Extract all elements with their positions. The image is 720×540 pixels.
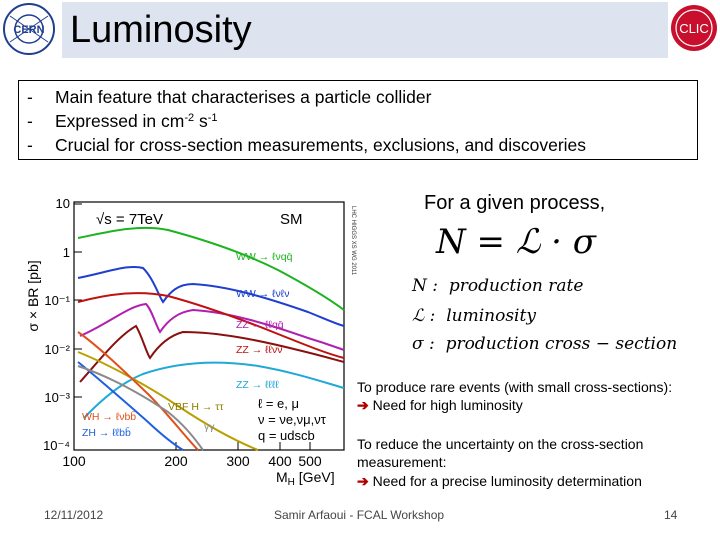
definition-row: ℒ : luminosity <box>412 306 536 326</box>
label-zz-llll: ZZ → ℓℓℓℓ <box>236 379 279 391</box>
note-text: Need for high luminosity <box>372 397 523 413</box>
cross-section-plot <box>18 186 360 486</box>
process-intro: For a given process, <box>424 192 606 214</box>
cern-logo-text: CERN <box>13 24 45 36</box>
luminosity-formula: N = ℒ · σ <box>436 222 596 262</box>
y-tick-label: 1 <box>62 245 70 260</box>
plot-xlabel <box>276 469 335 486</box>
definition-symbol: σ <box>412 334 424 354</box>
plot-sm-label: SM <box>280 211 303 228</box>
plot-watermark-stamp: LHC HIGGS XS WG 2011 <box>350 206 356 276</box>
right-arrow-icon: ➔ <box>357 473 369 489</box>
bullet-text: Crucial for cross-section measurements, exclusions, and discoveries <box>55 135 587 155</box>
bullet-dash: - <box>27 87 33 107</box>
bullet-text: Main feature that characterises a particle collider <box>55 87 432 107</box>
footer-date: 12/11/2012 <box>44 508 104 522</box>
plot-xlabel-sub: H <box>287 477 295 486</box>
unit-exponent: -2 <box>184 112 195 124</box>
bullet-item <box>27 135 586 156</box>
note-uncertainty-conclusion <box>357 472 642 490</box>
y-tick-label: 10⁻⁴ <box>43 438 70 453</box>
note-rare-events-conclusion <box>357 396 523 414</box>
right-arrow-icon: ➔ <box>357 397 369 413</box>
bullet-dash: - <box>27 111 33 131</box>
y-tick-label: 10⁻³ <box>44 390 70 405</box>
page-title: Luminosity <box>70 9 252 51</box>
definition-row: N : production rate <box>412 276 584 296</box>
note-uncertainty-cont: measurement: <box>357 454 447 470</box>
plot-xlabel-main: M <box>276 469 288 485</box>
definition-text: luminosity <box>446 306 536 326</box>
label-ww-lnulnu: WW → ℓνℓν <box>236 288 290 300</box>
y-tick-label: 10⁻² <box>44 342 70 357</box>
clic-logo-text: CLIC <box>679 21 709 36</box>
x-tick-label: 400 <box>268 453 292 469</box>
definition-text: production rate <box>448 276 584 296</box>
definition-symbol: N <box>412 276 427 296</box>
x-tick-label: 300 <box>226 453 250 469</box>
label-zz-llnunu: ZZ → ℓℓνν <box>236 344 283 356</box>
label-zh-llbb: ZH → ℓℓbb̄ <box>82 427 131 439</box>
definition-row: σ : production cross − section <box>412 334 678 354</box>
label-zz-llqq: ZZ → ℓℓqq̄ <box>236 319 284 331</box>
clic-logo <box>668 0 720 56</box>
label-ww-lnuqq: WW → ℓνqq̄ <box>236 251 293 263</box>
footer-page-number: 14 <box>664 508 678 522</box>
label-neutrino-definition: ν = νe,νμ,ντ <box>258 412 326 427</box>
plot-xlabel-unit: [GeV] <box>294 469 335 485</box>
bullet-box <box>18 80 698 160</box>
label-lepton-definition: ℓ = e, μ <box>258 396 299 411</box>
label-gamma-gamma: γγ <box>204 421 215 433</box>
note-text: Need for a precise luminosity determination <box>372 473 642 489</box>
note-uncertainty: To reduce the uncertainty on the cross-section <box>357 436 644 452</box>
bullet-item <box>27 111 218 132</box>
footer-author: Samir Arfaoui - FCAL Workshop <box>274 508 445 522</box>
plot-ylabel: σ × BR [pb] <box>25 260 41 332</box>
x-tick-label: 500 <box>298 453 322 469</box>
definition-symbol: ℒ <box>412 306 425 326</box>
plot-energy-label: √s = 7TeV <box>96 211 164 228</box>
cern-logo <box>2 2 56 56</box>
bullet-dash: - <box>27 135 33 155</box>
label-quark-definition: q = udscb <box>258 428 315 443</box>
unit-exponent: -1 <box>207 112 218 124</box>
bullet-text-unit: s <box>194 111 208 131</box>
y-tick-label: 10⁻¹ <box>44 293 70 308</box>
x-tick-label: 200 <box>164 453 188 469</box>
bullet-text: Expressed in cm <box>55 111 185 131</box>
label-wh-lnubb: WH → ℓνbb̄ <box>82 411 137 423</box>
definition-text: production cross − section <box>445 334 678 354</box>
note-rare-events: To produce rare events (with small cross-sections): <box>357 379 673 395</box>
bullet-item <box>27 87 431 108</box>
label-vbf-tautau: VBF H → ττ <box>168 401 224 413</box>
x-tick-label: 100 <box>62 453 86 469</box>
y-tick-label: 10 <box>55 196 70 211</box>
